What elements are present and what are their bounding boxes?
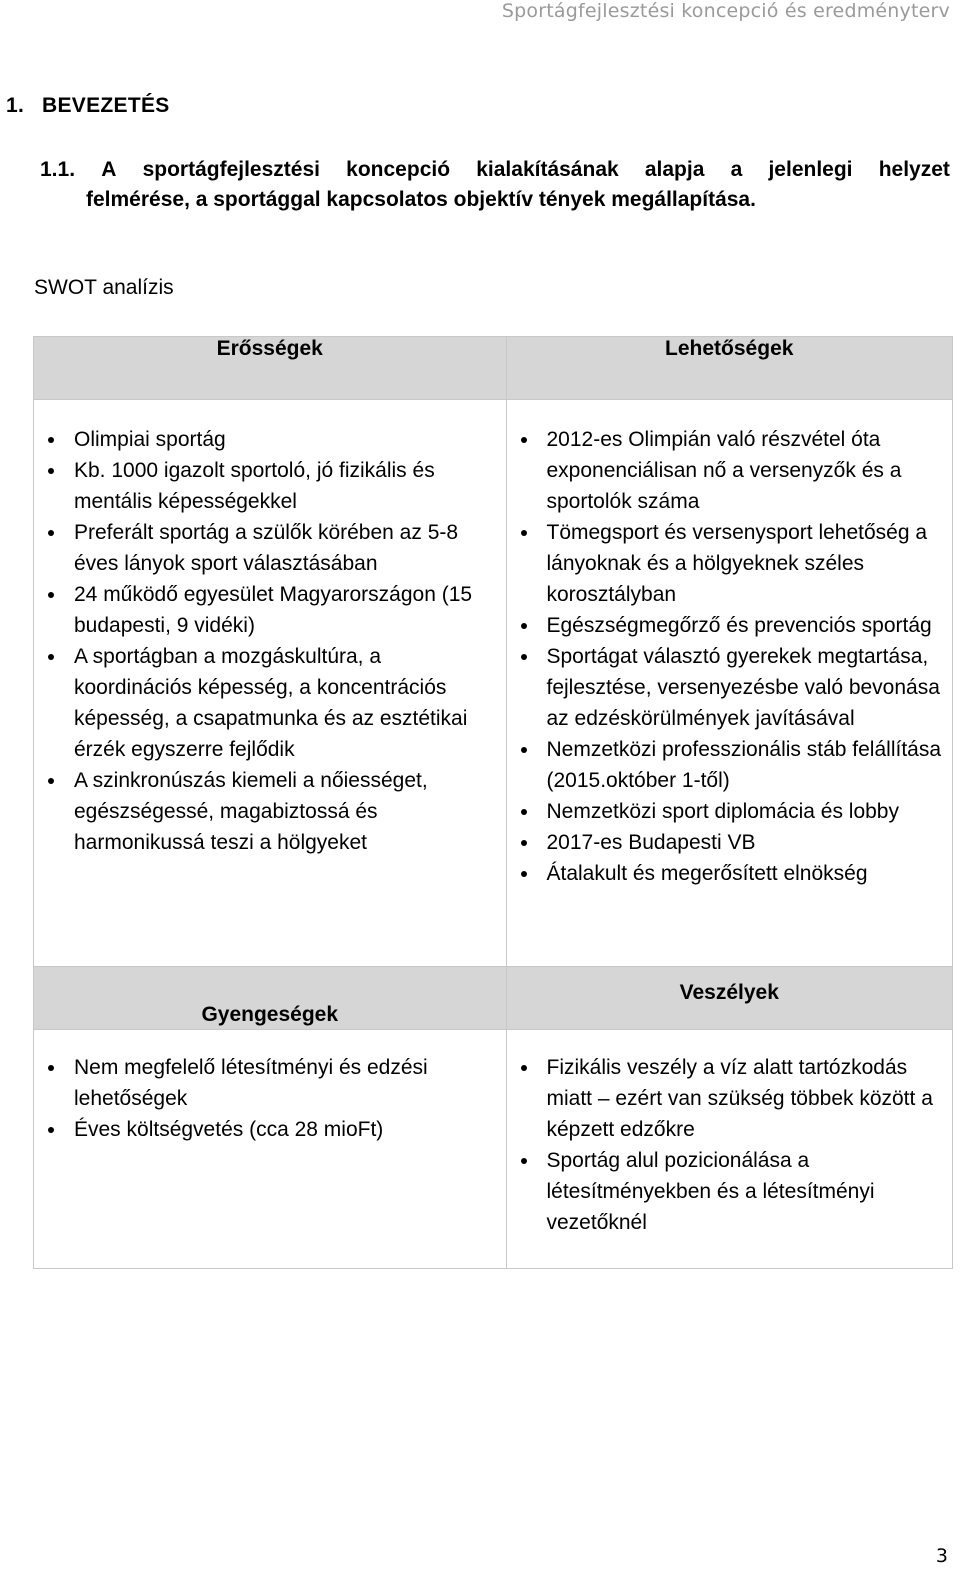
heading-word: A <box>101 158 117 181</box>
list-item: Kb. 1000 igazolt sportoló, jó fizikális és mentális képességekkel <box>74 455 496 517</box>
list-item: Sportág alul pozicionálása a létesítményekben és a létesítményi vezetőknél <box>547 1145 943 1238</box>
list-item: 2012-es Olimpián való részvétel óta exponenciálisan nő a versenyzők és a sportolók száma <box>547 424 943 517</box>
weaknesses-header <box>34 967 507 1030</box>
threats-list <box>507 1030 953 1238</box>
subsection-number: 1.1. <box>40 158 76 181</box>
threats-header <box>506 967 953 1030</box>
section-number: 1. <box>6 94 25 117</box>
list-item: Éves költségvetés (cca 28 mioFt) <box>74 1114 496 1145</box>
subsection-heading-line1 <box>40 155 950 185</box>
heading-word: alapja <box>644 158 705 181</box>
subsection-heading <box>40 155 950 215</box>
opportunities-list <box>507 400 953 889</box>
list-item: Nemzetközi sport diplomácia és lobby <box>547 796 943 827</box>
threats-cell <box>506 1030 953 1269</box>
list-item: Egészségmegőrző és prevenciós sportág <box>547 610 943 641</box>
section-title: BEVEZETÉS <box>42 94 170 117</box>
heading-word: sportágfejlesztési <box>142 158 320 181</box>
strengths-cell <box>34 400 507 967</box>
strengths-list <box>34 400 506 858</box>
page-number: 3 <box>935 1545 948 1567</box>
list-item: Sportágat választó gyerekek megtartása, fejlesztése, versenyezésbe való bevonása az edzéskörülmények javításával <box>547 641 943 734</box>
opportunities-header: Lehetőségek <box>506 337 953 400</box>
list-item: Tömegsport és versenysport lehetőség a lányoknak és a hölgyeknek széles korosztályban <box>547 517 943 610</box>
section-heading <box>6 94 170 118</box>
subsection-heading-line2: felmérése, a sportággal kapcsolatos objektív tények megállapítása. <box>86 188 756 211</box>
list-item: 24 működő egyesület Magyarországon (15 budapesti, 9 vidéki) <box>74 579 496 641</box>
heading-word: helyzet <box>878 158 950 181</box>
list-item: Nemzetközi professzionális stáb felállítása (2015.október 1-től) <box>547 734 943 796</box>
list-item: Olimpiai sportág <box>74 424 496 455</box>
list-item: A szinkronúszás kiemeli a nőiességet, egészségessé, magabiztossá és harmonikussá teszi a hölgyeket <box>74 765 496 858</box>
swot-header-row-bottom <box>34 967 953 1030</box>
heading-word: a <box>730 158 743 181</box>
heading-word: kialakításának <box>476 158 619 181</box>
list-item: Átalakult és megerősített elnökség <box>547 858 943 889</box>
list-item: Nem megfelelő létesítményi és edzési lehetőségek <box>74 1052 496 1114</box>
heading-word: jelenlegi <box>768 158 853 181</box>
weaknesses-list <box>34 1030 506 1145</box>
weaknesses-title: Gyengeségek <box>201 1003 339 1026</box>
list-item: 2017-es Budapesti VB <box>547 827 943 858</box>
swot-table <box>33 336 953 1269</box>
swot-label: SWOT analízis <box>34 276 174 299</box>
opportunities-cell <box>506 400 953 967</box>
running-header: Sportágfejlesztési koncepció és eredményterv <box>501 0 950 22</box>
threats-title: Veszélyek <box>679 981 779 1004</box>
weaknesses-cell <box>34 1030 507 1269</box>
list-item: Preferált sportág a szülők körében az 5-8 éves lányok sport választásában <box>74 517 496 579</box>
swot-header-row-top <box>34 337 953 400</box>
strengths-header: Erősségek <box>34 337 507 400</box>
list-item: Fizikális veszély a víz alatt tartózkodás miatt – ezért van szükség többek között a képzett edzőkre <box>547 1052 943 1145</box>
list-item: A sportágban a mozgáskultúra, a koordinációs képesség, a koncentrációs képesség, a csapatmunka és az esztétikai érzék egyszerre fejlődik <box>74 641 496 765</box>
swot-content-row-top <box>34 400 953 967</box>
swot-content-row-bottom <box>34 1030 953 1269</box>
heading-word: koncepció <box>346 158 451 181</box>
